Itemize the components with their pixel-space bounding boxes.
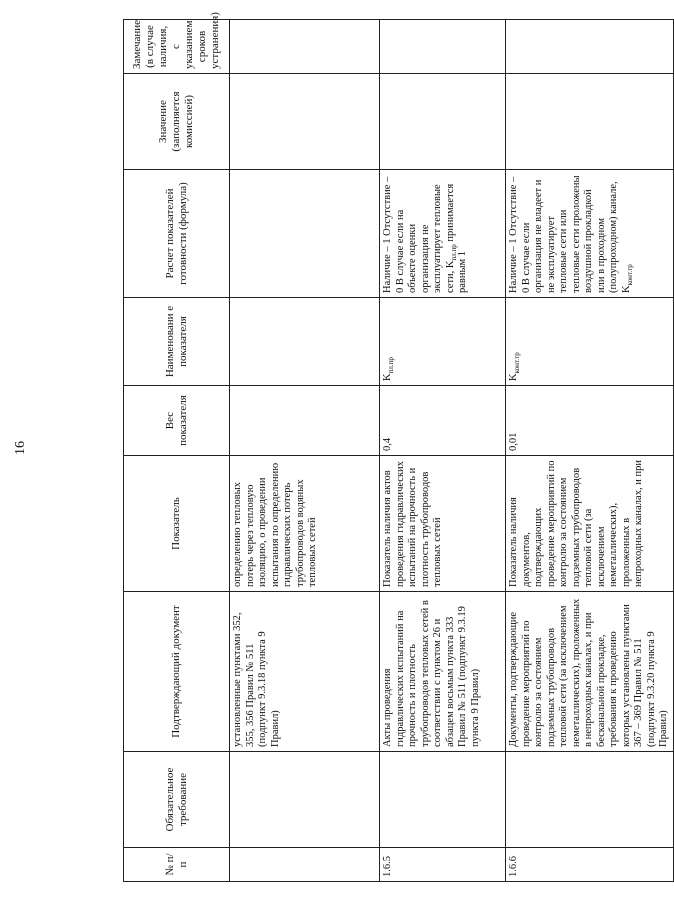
cell-calc bbox=[230, 170, 380, 298]
cell-indicator: Показатель наличия актов проведения гидравлических испытаний на прочность и плотность трубопроводов тепловых сетей bbox=[380, 456, 506, 592]
name-symbol: K bbox=[508, 373, 519, 381]
cell-requirement bbox=[380, 752, 506, 848]
header-num: № п/п bbox=[124, 848, 230, 882]
cell-document: установленные пунктами 352, 355, 356 Правил № 511 (подпункт 9.3.18 пункта 9 Правил) bbox=[230, 592, 380, 752]
cell-note bbox=[230, 20, 380, 74]
readiness-table bbox=[123, 12, 674, 882]
cell-document: Документы, подтверждающие проведение мероприятий по контролю за состоянием подземных трубопроводов тепловой сети (за исключением неметаллических), проложенных в непроходных каналах, и при бесканальной прокладке, требования к проведению которых установлены пунктами 367 – 369 Правил № 511 (подпункт 9.3.20 пункта 9 Правил) bbox=[506, 592, 674, 752]
cell-calc bbox=[506, 170, 674, 298]
cell-value bbox=[380, 74, 506, 170]
cell-note bbox=[380, 20, 506, 74]
header-value: Значение (заполняется комиссией) bbox=[124, 74, 230, 170]
header-name: Наименовани е показателя bbox=[124, 298, 230, 386]
calc-tail: принимается равным 1 bbox=[444, 183, 468, 293]
cell-weight: 0,01 bbox=[506, 386, 674, 456]
header-document: Подтверждающий документ bbox=[124, 592, 230, 752]
header-row bbox=[124, 20, 230, 882]
cell-num: 1.6.6 bbox=[506, 848, 674, 882]
calc-text: Наличие – 1 Отсутствие – 0 В случае если организация не владеет и не эксплуатирует тепловые сети или тепловые сети проложены воздушной прокладкой или в проходном (полупроходном) канале, K bbox=[508, 175, 632, 293]
cell-value bbox=[230, 74, 380, 170]
table-row bbox=[230, 20, 380, 882]
cell-value bbox=[506, 74, 674, 170]
header-note: Замечание (в случае наличия, с указанием сроков устранения) bbox=[124, 20, 230, 74]
cell-indicator: определению тепловых потерь через тепловую изоляцию, о проведении испытания по определению гидравлических потерь трубопроводов водяных тепловых сетей bbox=[230, 456, 380, 592]
cell-document: Акты проведения гидравлических испытаний на прочность и плотность трубопроводов тепловых сетей в соответствии с пунктом 26 и абзацем восьмым пункта 333 Правил № 511 (подпункт 9.3.19 пункта 9 Правил) bbox=[380, 592, 506, 752]
cell-weight bbox=[230, 386, 380, 456]
header-weight: Вес показателя bbox=[124, 386, 230, 456]
cell-num: 1.6.5 bbox=[380, 848, 506, 882]
calc-text: Наличие – 1 Отсутствие – 0 В случае если на объекте оценки организация не эксплуатирует тепловые сети, K bbox=[382, 176, 456, 293]
cell-note bbox=[506, 20, 674, 74]
rotated-table-wrapper bbox=[123, 12, 669, 882]
header-calc: Расчет показателей готовности (формула) bbox=[124, 170, 230, 298]
cell-indicator: Показатель наличия документов, подтверждающих проведение мероприятий по контролю за состоянием подземных трубопроводов тепловой сети (за исключением неметаллических), проложенных в непроходных каналах, и при bbox=[506, 456, 674, 592]
page-number: 16 bbox=[13, 441, 28, 455]
name-subscript: пл.пр bbox=[387, 357, 396, 374]
name-symbol: K bbox=[382, 373, 393, 381]
cell-name bbox=[230, 298, 380, 386]
header-indicator: Показатель bbox=[124, 456, 230, 592]
header-requirement: Обязательное требование bbox=[124, 752, 230, 848]
table-row bbox=[506, 20, 674, 882]
cell-num bbox=[230, 848, 380, 882]
cell-weight: 0,4 bbox=[380, 386, 506, 456]
cell-calc bbox=[380, 170, 506, 298]
cell-requirement bbox=[506, 752, 674, 848]
cell-requirement bbox=[230, 752, 380, 848]
calc-subscript: конт.тр bbox=[625, 264, 634, 286]
name-subscript: конт.тр bbox=[513, 352, 522, 374]
cell-name bbox=[506, 298, 674, 386]
cell-name bbox=[380, 298, 506, 386]
table-row bbox=[380, 20, 506, 882]
calc-subscript: пл.пр bbox=[449, 244, 458, 261]
